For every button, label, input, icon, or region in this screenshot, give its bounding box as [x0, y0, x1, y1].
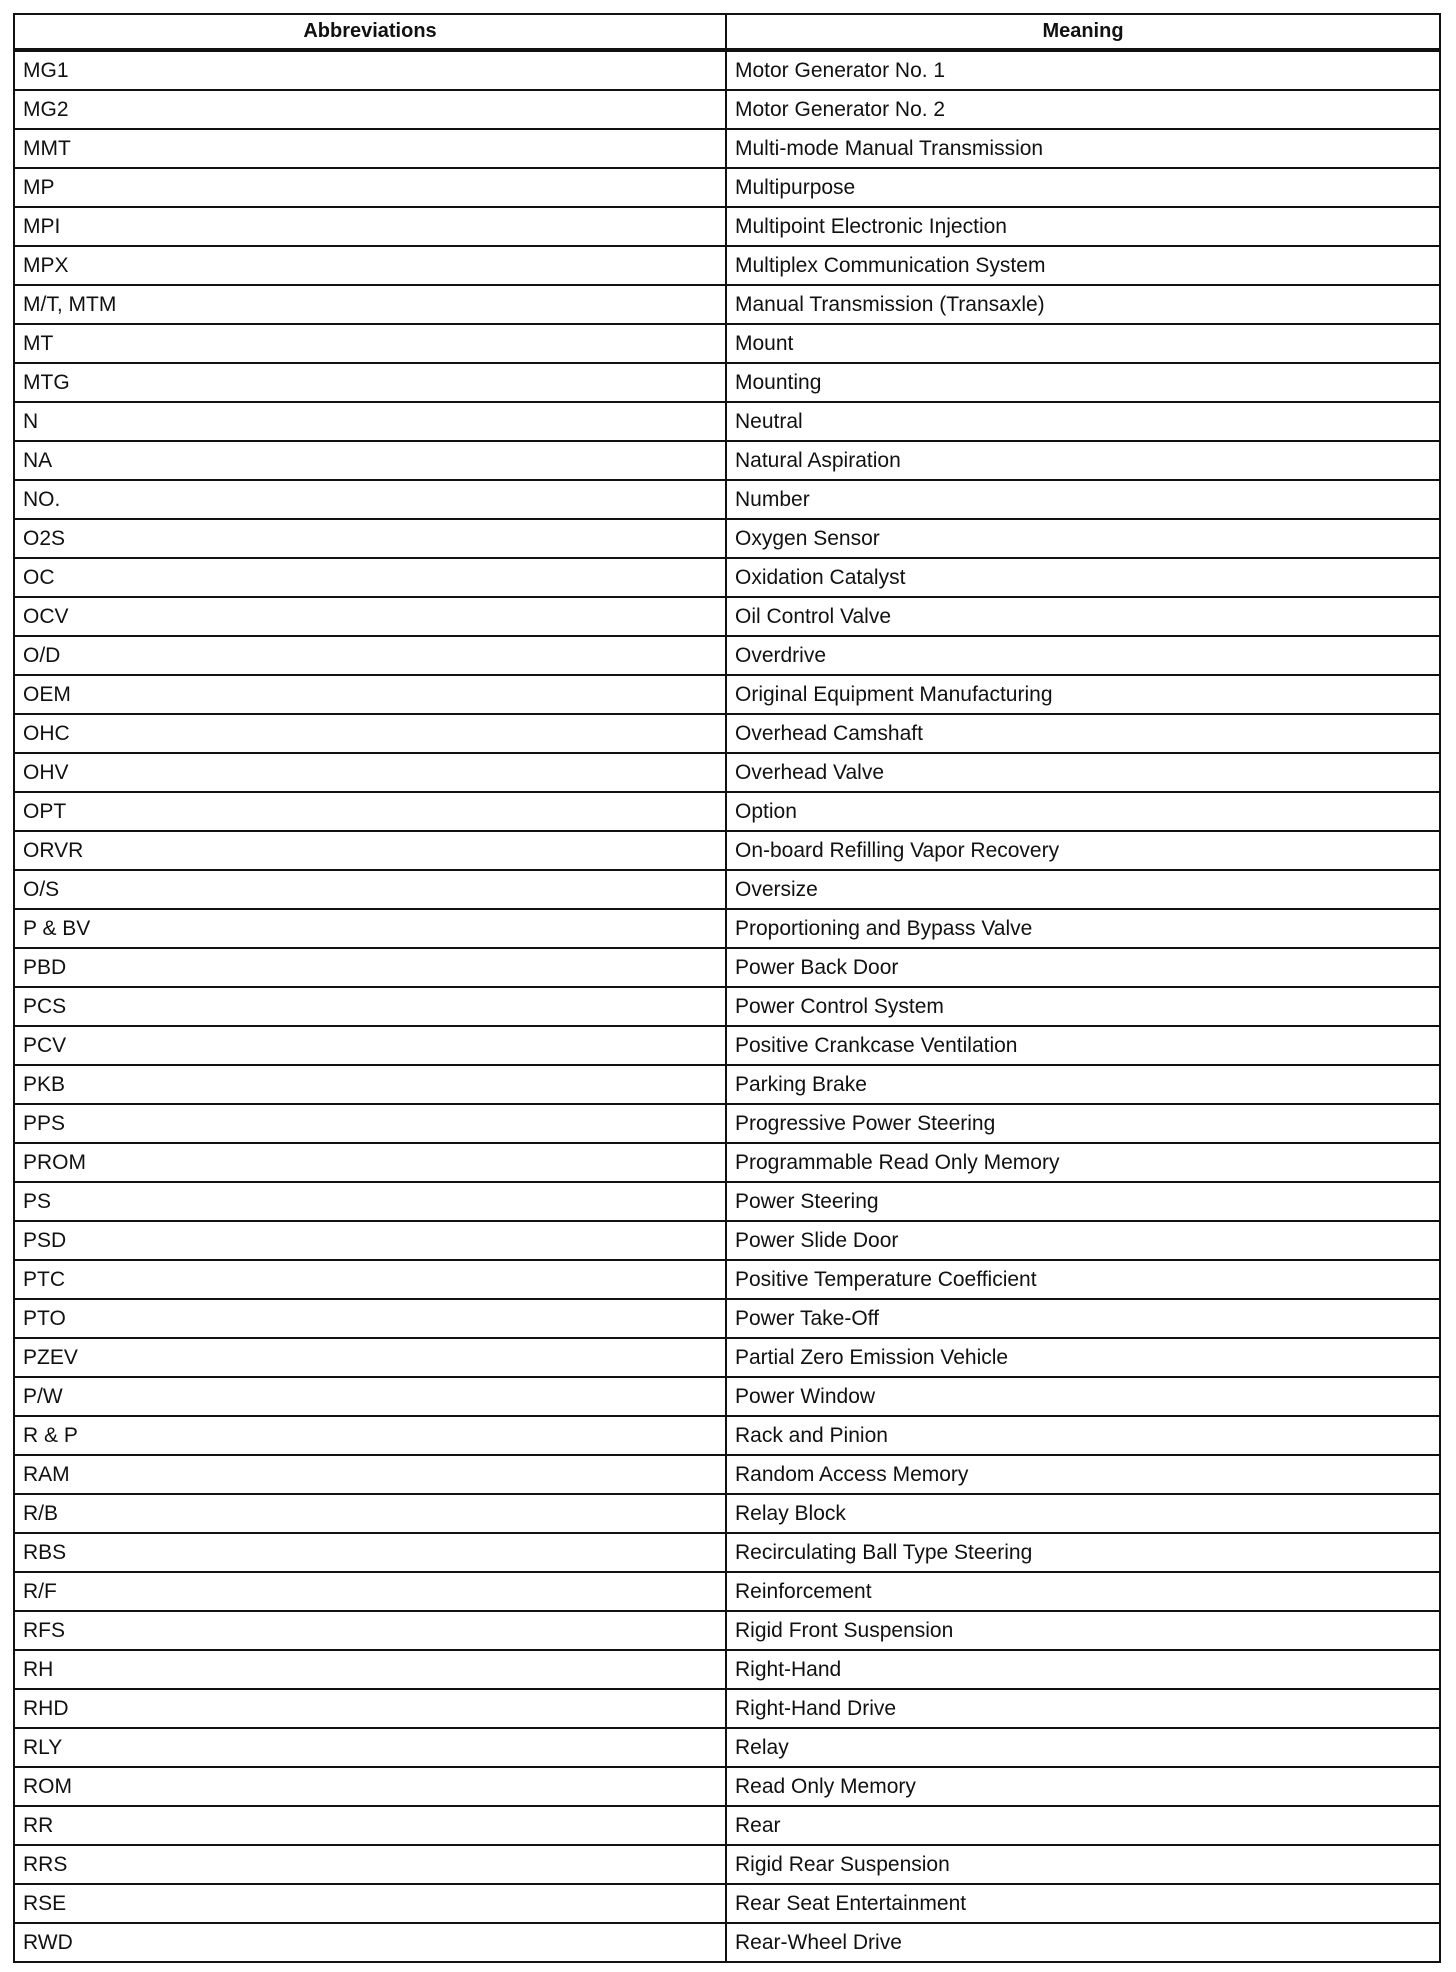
meaning-cell: Relay: [726, 1728, 1440, 1767]
abbreviation-cell: MPI: [14, 207, 726, 246]
abbreviations-table-container: [13, 13, 1439, 1963]
table-row: [14, 1143, 1440, 1182]
abbreviation-cell: MG2: [14, 90, 726, 129]
table-row: [14, 1923, 1440, 1962]
abbreviation-cell: RSE: [14, 1884, 726, 1923]
abbreviation-cell: PZEV: [14, 1338, 726, 1377]
abbreviation-cell: PTO: [14, 1299, 726, 1338]
table-row: [14, 1767, 1440, 1806]
table-row: [14, 441, 1440, 480]
meaning-cell: Oversize: [726, 870, 1440, 909]
abbreviation-cell: MMT: [14, 129, 726, 168]
abbreviation-cell: PSD: [14, 1221, 726, 1260]
meaning-cell: Multipoint Electronic Injection: [726, 207, 1440, 246]
abbreviation-cell: RWD: [14, 1923, 726, 1962]
table-row: [14, 1884, 1440, 1923]
abbreviation-cell: M/T, MTM: [14, 285, 726, 324]
meaning-cell: Positive Temperature Coefficient: [726, 1260, 1440, 1299]
abbreviation-cell: ORVR: [14, 831, 726, 870]
meaning-cell: Oil Control Valve: [726, 597, 1440, 636]
abbreviation-cell: RR: [14, 1806, 726, 1845]
table-row: [14, 1728, 1440, 1767]
meaning-cell: Recirculating Ball Type Steering: [726, 1533, 1440, 1572]
table-row: [14, 1260, 1440, 1299]
table-row: [14, 870, 1440, 909]
abbreviation-cell: PCS: [14, 987, 726, 1026]
abbreviation-cell: PBD: [14, 948, 726, 987]
abbreviation-cell: OEM: [14, 675, 726, 714]
meaning-cell: On-board Refilling Vapor Recovery: [726, 831, 1440, 870]
abbreviation-cell: PROM: [14, 1143, 726, 1182]
table-row: [14, 480, 1440, 519]
table-header: [14, 14, 1440, 50]
meaning-cell: Rigid Rear Suspension: [726, 1845, 1440, 1884]
abbreviation-cell: RRS: [14, 1845, 726, 1884]
table-row: [14, 1026, 1440, 1065]
abbreviation-cell: OHV: [14, 753, 726, 792]
meaning-cell: Power Take-Off: [726, 1299, 1440, 1338]
meaning-cell: Manual Transmission (Transaxle): [726, 285, 1440, 324]
table-row: [14, 246, 1440, 285]
abbreviation-cell: O/D: [14, 636, 726, 675]
meaning-cell: Rear-Wheel Drive: [726, 1923, 1440, 1962]
meaning-cell: Power Steering: [726, 1182, 1440, 1221]
table-row: [14, 1065, 1440, 1104]
table-row: [14, 753, 1440, 792]
meaning-cell: Natural Aspiration: [726, 441, 1440, 480]
abbreviation-cell: MP: [14, 168, 726, 207]
table-row: [14, 714, 1440, 753]
meaning-cell: Motor Generator No. 1: [726, 50, 1440, 90]
table-row: [14, 1572, 1440, 1611]
abbreviation-cell: MT: [14, 324, 726, 363]
meaning-cell: Neutral: [726, 402, 1440, 441]
table-row: [14, 1455, 1440, 1494]
table-row: [14, 558, 1440, 597]
abbreviation-cell: RFS: [14, 1611, 726, 1650]
meaning-cell: Overhead Valve: [726, 753, 1440, 792]
meaning-cell: Relay Block: [726, 1494, 1440, 1533]
abbreviation-cell: P & BV: [14, 909, 726, 948]
table-row: [14, 168, 1440, 207]
table-row: [14, 207, 1440, 246]
abbreviations-table: [13, 13, 1441, 1963]
abbreviation-cell: PPS: [14, 1104, 726, 1143]
header-abbreviations: Abbreviations: [14, 14, 726, 50]
table-row: [14, 1494, 1440, 1533]
meaning-cell: Right-Hand Drive: [726, 1689, 1440, 1728]
abbreviation-cell: MTG: [14, 363, 726, 402]
abbreviation-cell: RHD: [14, 1689, 726, 1728]
abbreviation-cell: P/W: [14, 1377, 726, 1416]
meaning-cell: Original Equipment Manufacturing: [726, 675, 1440, 714]
meaning-cell: Multi-mode Manual Transmission: [726, 129, 1440, 168]
abbreviation-cell: OC: [14, 558, 726, 597]
table-row: [14, 909, 1440, 948]
table-row: [14, 324, 1440, 363]
table-row: [14, 1416, 1440, 1455]
meaning-cell: Oxidation Catalyst: [726, 558, 1440, 597]
meaning-cell: Overdrive: [726, 636, 1440, 675]
table-row: [14, 1845, 1440, 1884]
abbreviation-cell: MG1: [14, 50, 726, 90]
meaning-cell: Right-Hand: [726, 1650, 1440, 1689]
abbreviation-cell: OHC: [14, 714, 726, 753]
meaning-cell: Rear: [726, 1806, 1440, 1845]
meaning-cell: Proportioning and Bypass Valve: [726, 909, 1440, 948]
table-body: [14, 50, 1440, 1962]
meaning-cell: Random Access Memory: [726, 1455, 1440, 1494]
table-row: [14, 285, 1440, 324]
meaning-cell: Power Back Door: [726, 948, 1440, 987]
table-row: [14, 90, 1440, 129]
abbreviation-cell: R & P: [14, 1416, 726, 1455]
meaning-cell: Mount: [726, 324, 1440, 363]
table-row: [14, 948, 1440, 987]
abbreviation-cell: RAM: [14, 1455, 726, 1494]
table-row: [14, 1533, 1440, 1572]
abbreviation-cell: NO.: [14, 480, 726, 519]
abbreviation-cell: ROM: [14, 1767, 726, 1806]
abbreviation-cell: NA: [14, 441, 726, 480]
abbreviation-cell: O/S: [14, 870, 726, 909]
table-row: [14, 987, 1440, 1026]
table-row: [14, 50, 1440, 90]
abbreviation-cell: PTC: [14, 1260, 726, 1299]
table-row: [14, 675, 1440, 714]
meaning-cell: Rear Seat Entertainment: [726, 1884, 1440, 1923]
table-row: [14, 636, 1440, 675]
abbreviation-cell: RH: [14, 1650, 726, 1689]
abbreviation-cell: PCV: [14, 1026, 726, 1065]
meaning-cell: Power Slide Door: [726, 1221, 1440, 1260]
meaning-cell: Partial Zero Emission Vehicle: [726, 1338, 1440, 1377]
meaning-cell: Parking Brake: [726, 1065, 1440, 1104]
abbreviation-cell: PS: [14, 1182, 726, 1221]
table-row: [14, 129, 1440, 168]
abbreviation-cell: PKB: [14, 1065, 726, 1104]
table-row: [14, 1689, 1440, 1728]
abbreviation-cell: RLY: [14, 1728, 726, 1767]
abbreviation-cell: R/F: [14, 1572, 726, 1611]
meaning-cell: Positive Crankcase Ventilation: [726, 1026, 1440, 1065]
meaning-cell: Progressive Power Steering: [726, 1104, 1440, 1143]
table-row: [14, 792, 1440, 831]
header-meaning: Meaning: [726, 14, 1440, 50]
meaning-cell: Programmable Read Only Memory: [726, 1143, 1440, 1182]
table-row: [14, 1650, 1440, 1689]
table-row: [14, 1338, 1440, 1377]
meaning-cell: Power Window: [726, 1377, 1440, 1416]
meaning-cell: Overhead Camshaft: [726, 714, 1440, 753]
abbreviation-cell: R/B: [14, 1494, 726, 1533]
abbreviation-cell: MPX: [14, 246, 726, 285]
table-row: [14, 1299, 1440, 1338]
abbreviation-cell: O2S: [14, 519, 726, 558]
table-row: [14, 1611, 1440, 1650]
meaning-cell: Rack and Pinion: [726, 1416, 1440, 1455]
table-row: [14, 1377, 1440, 1416]
abbreviation-cell: N: [14, 402, 726, 441]
meaning-cell: Multiplex Communication System: [726, 246, 1440, 285]
meaning-cell: Power Control System: [726, 987, 1440, 1026]
table-row: [14, 1182, 1440, 1221]
abbreviation-cell: OCV: [14, 597, 726, 636]
table-row: [14, 519, 1440, 558]
meaning-cell: Option: [726, 792, 1440, 831]
abbreviation-cell: OPT: [14, 792, 726, 831]
table-row: [14, 1221, 1440, 1260]
table-row: [14, 831, 1440, 870]
meaning-cell: Oxygen Sensor: [726, 519, 1440, 558]
meaning-cell: Multipurpose: [726, 168, 1440, 207]
meaning-cell: Read Only Memory: [726, 1767, 1440, 1806]
table-row: [14, 1806, 1440, 1845]
meaning-cell: Mounting: [726, 363, 1440, 402]
table-row: [14, 363, 1440, 402]
abbreviation-cell: RBS: [14, 1533, 726, 1572]
meaning-cell: Motor Generator No. 2: [726, 90, 1440, 129]
header-row: [14, 14, 1440, 50]
meaning-cell: Rigid Front Suspension: [726, 1611, 1440, 1650]
table-row: [14, 1104, 1440, 1143]
table-row: [14, 402, 1440, 441]
meaning-cell: Reinforcement: [726, 1572, 1440, 1611]
meaning-cell: Number: [726, 480, 1440, 519]
table-row: [14, 597, 1440, 636]
